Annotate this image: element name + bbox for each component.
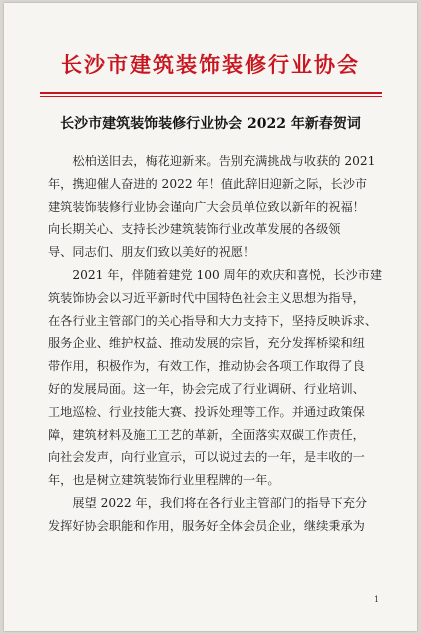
body-line: 筑装饰协会以习近平新时代中国特色社会主义思想为指导， <box>48 290 365 305</box>
body-line: 工地巡检、行业技能大赛、投诉处理等工作。并通过政策保 <box>48 404 365 419</box>
page-number: 1 <box>374 595 380 604</box>
body-line: 障，建筑材料及施工工艺的革新，全面落实双碳工作责任， <box>48 427 365 442</box>
body-line: 在各行业主管部门的关心指导和大力支持下，坚持反映诉求、 <box>48 313 378 328</box>
document-body <box>48 150 383 538</box>
letterhead-rule-thick <box>40 92 382 94</box>
body-line: 年，也是树立建筑装饰行业里程牌的一年。 <box>48 473 280 488</box>
letterhead-org-name: 长沙市建筑装饰装修行业协会 <box>61 53 360 77</box>
body-line: 向社会发声，向行业宣示，可以说过去的一年，是丰收的一 <box>48 450 365 465</box>
document-page <box>4 3 417 631</box>
body-line: 服务企业、维护权益、推动发展的宗旨，充分发挥桥梁和纽 <box>48 336 365 351</box>
letterhead-rule-thin <box>40 96 382 97</box>
body-line: 年，携迎催人奋进的 2022 年！值此辞旧迎新之际，长沙市 <box>48 176 368 191</box>
body-line: 建筑装饰装修行业协会谨向广大会员单位致以新年的祝福！ <box>48 199 365 214</box>
body-line: 带作用，积极作为，有效工作，推动协会各项工作取得了良 <box>48 359 365 374</box>
body-line: 发挥好协会职能和作用，服务好全体会员企业，继续秉承为 <box>48 518 365 533</box>
document-title: 长沙市建筑装饰装修行业协会 2022 年新春贺词 <box>60 116 361 132</box>
body-line: 松柏送旧去，梅花迎新来。告别充满挑战与收获的 2021 <box>48 154 376 168</box>
body-line: 向长期关心、支持长沙建筑装饰行业改革发展的各级领 <box>48 222 341 237</box>
body-line: 展望 2022 年，我们将在各行业主管部门的指导下充分 <box>48 495 368 510</box>
body-line: 2021 年，伴随着建党 100 周年的欢庆和喜悦，长沙市建 <box>48 267 383 282</box>
body-line: 好的发展局面。这一年，协会完成了行业调研、行业培训、 <box>48 381 365 396</box>
body-line: 导、同志们、朋友们致以美好的祝愿！ <box>48 245 256 260</box>
